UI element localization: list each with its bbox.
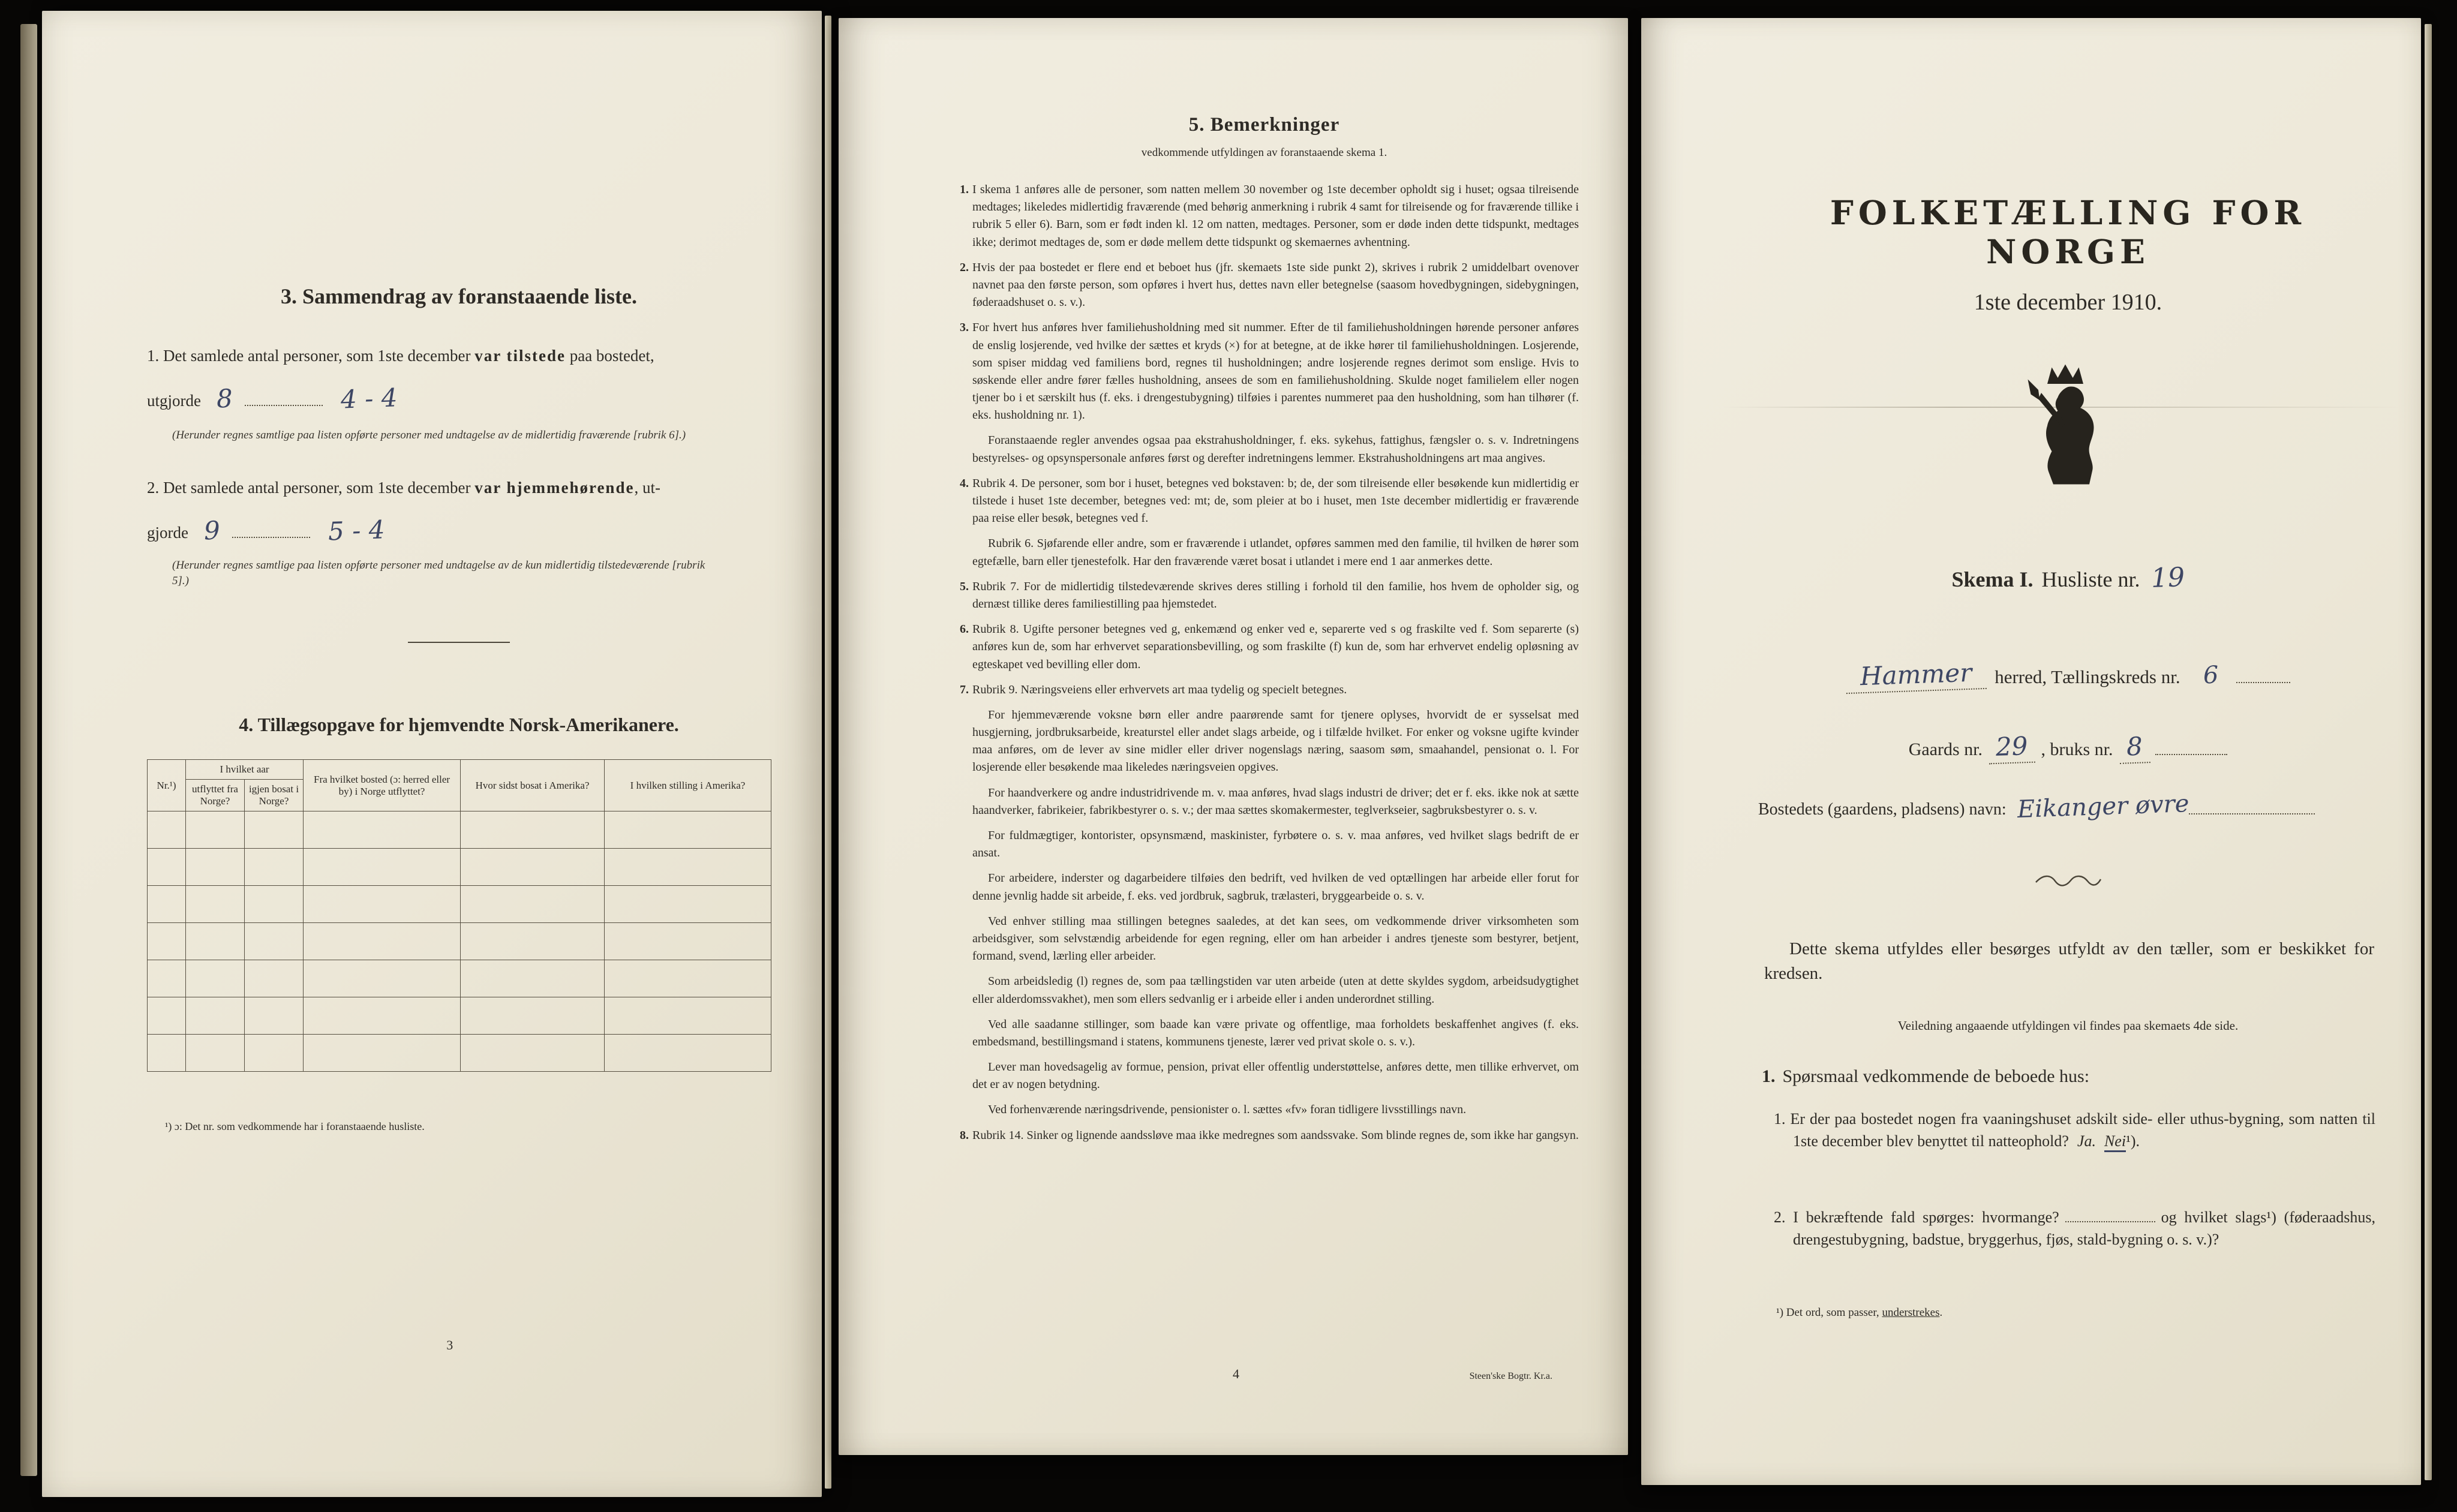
question-2-text-mid: og hvilket slags¹) <box>2161 1209 2276 1226</box>
paragraph-number: 3. <box>960 321 969 335</box>
paragraph-number: 2. <box>960 260 969 274</box>
table-header <box>148 760 771 811</box>
blank-dotted-line <box>232 522 310 538</box>
table-cell <box>605 960 771 997</box>
blank-dotted-line <box>2065 1207 2155 1222</box>
instruction-paragraph <box>960 475 1579 528</box>
decorative-flourish <box>1758 872 2378 892</box>
paragraph-text: Rubrik 7. For de midlertidig tilstedeværende skrives deres stilling i forhold til den familie, hos hvem de opholder sig, og dernæst tillike deres familiestilling paa hjemstedet. <box>972 579 1579 611</box>
summary-item-2-note: (Herunder regnes samtlige paa listen opførte personer med undtagelse av de kun midlertidig tilstedeværende [rubrik 5].) <box>172 559 705 587</box>
table-cell <box>245 886 304 923</box>
schema-label: Skema I. <box>1951 567 2034 591</box>
blank-dotted-line <box>245 390 323 406</box>
farm-line <box>1758 732 2378 763</box>
question-2-text: 2. I bekræftende fald spørges: hvormange? <box>1774 1209 2059 1226</box>
summary-item-2-text: 2. Det samlede antal personer, som 1ste december <box>147 479 475 497</box>
handwritten-split-present: 4 - 4 <box>340 383 398 414</box>
column-header-position: I hvilken stilling i Amerika? <box>605 760 771 811</box>
page-left <box>42 11 822 1497</box>
summary-item-2 <box>147 477 771 498</box>
remarks-subtitle: vedkommende utfyldingen av foranstaaende skema 1. <box>1141 146 1387 159</box>
table-cell <box>148 923 186 960</box>
page-footnote <box>1776 1306 1942 1319</box>
handwritten-holding-number: 8 <box>2119 731 2150 764</box>
questions-section-number: 1. <box>1762 1066 1776 1086</box>
district-line <box>1758 657 2378 692</box>
guidance-note: Veiledning angaaende utfyldingen vil findes paa skemaets 4de side. <box>1897 1018 2239 1033</box>
column-header-year-emigrated: utflyttet fra Norge? <box>186 780 245 811</box>
table-cell <box>461 849 605 886</box>
summary-item-2-answer-line <box>147 515 397 544</box>
instruction-paragraph <box>972 913 1579 966</box>
table-cell <box>304 811 461 849</box>
table-cell <box>461 997 605 1035</box>
norwegian-americans-table <box>147 759 771 1072</box>
table-cell <box>148 849 186 886</box>
paragraph-text: For arbeidere, inderster og dagarbeidere tilføies den bedrift, ved hvilken de ved optællingen har arbeide eller forut for denne jevnlig hadde sit arbeide, f. eks. ved jordbruk, sagbruk, trælasteri, bryggearbeide o. s. v. <box>972 871 1579 903</box>
printer-imprint: Steen'ske Bogtr. Kr.a. <box>1469 1371 1552 1381</box>
handwritten-residence-name: Eikanger øvre <box>2016 790 2189 823</box>
table-cell <box>304 923 461 960</box>
paragraph-text: Rubrik 14. Sinker og lignende aandssløve maa ikke medregnes som aandssvake. Som blinde regnes de, som ikke har gangsyn. <box>972 1128 1579 1142</box>
instruction-paragraph <box>972 707 1579 777</box>
table-cell <box>245 997 304 1035</box>
paragraph-text: Rubrik 9. Næringsveiens eller erhvervets art maa tydelig og specielt betegnes. <box>972 683 1347 696</box>
table-cell <box>304 997 461 1035</box>
page-middle <box>839 18 1628 1455</box>
coat-of-arms <box>2023 354 2113 513</box>
table-cell <box>148 960 186 997</box>
paragraph-text: For hjemmeværende voksne børn eller andre paarørende samt for tjenere oplyses, hvorvidt de er sysselsat med husgjerning, jordbruksarbeide, kreaturstel eller andet slags arbeide, og i tilfælde hvilket. For enker og voksne ugifte kvinder maa anføres, om de lever av sine midler eller driver nogenslags næring, saasom søm, smaahandel, pensionat o. l. For losjerende eller besøkende maa likeledes næringsveien opgives. <box>972 708 1579 774</box>
footnote-text: ¹) Det ord, som passer, <box>1776 1306 1882 1319</box>
question-2-text-end: (føderaadshus, drengestubygning, badstue, bryggerhus, fjøs, stald-bygning o. s. v.)? <box>1793 1209 2375 1248</box>
table-cell <box>186 960 245 997</box>
handwritten-houselist-number: 19 <box>2150 562 2185 594</box>
blank-dotted-line <box>2236 682 2290 683</box>
question-1-text: 1. Er der paa bostedet nogen fra vaaningshuset adskilt side- eller uthus-bygning, som natten til 1ste december blev benyttet til natteophold? <box>1774 1110 2375 1150</box>
table-cell <box>148 811 186 849</box>
schema-line <box>1758 563 2378 593</box>
paragraph-number: 6. <box>960 623 969 636</box>
remarks-title: 5. Bemerkninger <box>1188 114 1340 136</box>
table-row <box>148 923 771 960</box>
answer-ja: Ja. <box>2077 1132 2096 1150</box>
paragraph-text: For hvert hus anføres hver familiehusholdning med sit nummer. Efter de til familiehusholdningen hørende personer anføres de enslig losjerende, ved hvilke der sættes et kryds (×) for at betegne, at de ikke hører til familiehusholdningen. Losjerende, som spiser middag ved familiens bord, regnes til husholdningen; andre losjerende regnes derimot som enslige. Hvis to søskende eller andre fører fælles husholdning, ansees de som en familiehusholdning. Skulde noget familielem eller nogen tjener bo i et særskilt hus (f. eks. i drengestubygning) tilføies i parentes nummeret paa den husholdning, som han tilhører (f. eks. husholdning nr. 1). <box>972 321 1579 422</box>
table-cell <box>605 1035 771 1072</box>
question-1 <box>1774 1108 2375 1153</box>
instruction-paragraph <box>972 784 1579 819</box>
paragraph-text: Ved forhenværende næringsdrivende, pensionister o. l. sættes «fv» foran tidligere livsstillings navn. <box>988 1103 1467 1117</box>
paragraph-number: 8. <box>960 1128 969 1142</box>
instruction-paragraph <box>972 870 1579 904</box>
column-header-year-returned: igjen bosat i Norge? <box>245 780 304 811</box>
column-header-where: Hvor sidst bosat i Amerika? <box>461 760 605 811</box>
handwritten-total-resident: 9 <box>203 515 221 546</box>
table-cell <box>186 849 245 886</box>
summary-item-2-text-end: , ut- <box>634 479 660 497</box>
holding-number-label: , bruks nr. <box>2041 740 2113 759</box>
table-cell <box>461 811 605 849</box>
instruction-paragraph <box>972 432 1579 467</box>
handwritten-farm-number: 29 <box>1988 731 2035 765</box>
paragraph-text: Rubrik 8. Ugifte personer betegnes ved g, enkemænd og enker ved e, separerte ved s og fraskilte ved f. Som separerte (s) anføres kun de, som har erhvervet separationsbevilling, og som fraskilte (f) kun de, som har erhvervet endelig opløsning av egteskapet ved bevilling eller dom. <box>972 623 1579 671</box>
table-cell <box>605 849 771 886</box>
table-cell <box>245 923 304 960</box>
norwegian-americans-section-title: 4. Tillægsopgave for hjemvendte Norsk-Amerikanere. <box>239 714 679 735</box>
table-cell <box>245 811 304 849</box>
table-cell <box>186 811 245 849</box>
summary-item-2-emphasis: var hjemmehørende <box>474 479 635 497</box>
page-edge-left <box>20 24 37 1476</box>
instruction-paragraph <box>972 827 1579 862</box>
table-cell <box>461 886 605 923</box>
table-cell <box>245 1035 304 1072</box>
table-cell <box>186 886 245 923</box>
table-cell <box>605 811 771 849</box>
footnote-underlined-word: understrekes <box>1882 1306 1940 1319</box>
questions-section-title: Spørsmaal vedkommende de beboede hus: <box>1782 1066 2090 1086</box>
table-cell <box>186 923 245 960</box>
table-cell <box>605 886 771 923</box>
instruction-paragraph <box>960 1127 1579 1144</box>
instruction-paragraph <box>960 319 1579 424</box>
table-cell <box>245 849 304 886</box>
table-cell <box>461 1035 605 1072</box>
title-page-content <box>1758 18 2378 1485</box>
table-cell <box>148 997 186 1035</box>
district-label: herred, Tællingskreds nr. <box>1995 666 2180 687</box>
instruction-paragraph <box>960 181 1579 251</box>
footnote-period: . <box>1939 1306 1943 1319</box>
instruction-paragraph <box>960 681 1579 699</box>
paragraph-text: Hvis der paa bostedet er flere end et beboet hus (jfr. skemaets 1ste side punkt 2), skrives i rubrik 2 umiddelbart ovenover navnet paa den første person, som opføres i hvert hus, dettes navn eller betegnelse (saasom hovedbygningen, sidebygningen, føderaadshuset o. s. v.). <box>972 260 1579 309</box>
blank-dotted-line <box>2155 754 2227 755</box>
questions-section-heading <box>1762 1066 2089 1087</box>
farm-number-label: Gaards nr. <box>1908 740 1983 759</box>
table-cell <box>245 960 304 997</box>
table-cell <box>304 849 461 886</box>
filling-instruction: Dette skema utfyldes eller besørges utfyldt av den tæller, som er beskikket for kredsen. <box>1764 939 2374 984</box>
table-row <box>148 849 771 886</box>
table-cell <box>304 960 461 997</box>
paragraph-text: For fuldmægtiger, kontorister, opsynsmænd, maskinister, fyrbøtere o. s. v. maa anføres, ved hvilket slags bedrift de er ansat. <box>972 829 1579 860</box>
summary-item-1-answer-line <box>147 383 409 412</box>
table-cell <box>605 923 771 960</box>
residence-line <box>1758 790 2378 823</box>
residence-name-label: Bostedets (gaardens, pladsens) navn: <box>1758 800 2007 819</box>
left-page-content <box>147 11 771 1497</box>
column-header-year-group: I hvilket aar <box>186 760 304 780</box>
table-footnote: ¹) ɔ: Det nr. som vedkommende har i foranstaaende husliste. <box>165 1120 425 1132</box>
page-number-4: 4 <box>1233 1366 1240 1381</box>
paragraph-number: 5. <box>960 579 969 593</box>
census-date: 1ste december 1910. <box>1974 290 2162 315</box>
instruction-paragraph <box>972 1101 1579 1119</box>
instruction-paragraph <box>972 1059 1579 1093</box>
paragraph-text: Rubrik 4. De personer, som bor i huset, betegnes ved bokstaven: b; de, der som tilreisende eller besøkende kun midlertidig er tilstede i huset 1ste december, betegnes ved: mt; de, som pleier at bo i huset, men 1ste december midlertidig er fraværende paa reise eller besøk, betegnes ved f. <box>972 476 1579 525</box>
table-cell <box>461 960 605 997</box>
instruction-paragraph <box>972 1016 1579 1051</box>
table-body <box>148 811 771 1072</box>
census-title: FOLKETÆLLING FOR NORGE <box>1830 193 2306 271</box>
handwritten-total-present: 8 <box>216 383 233 414</box>
page-right <box>1641 18 2421 1485</box>
column-header-nr: Nr.¹) <box>148 760 186 811</box>
section-divider-rule <box>408 642 510 643</box>
table-cell <box>304 1035 461 1072</box>
paragraph-text: Lever man hovedsagelig av formue, pension, privat eller offentlig understøttelse, anføres dette, men tillike erhvervet, om det er av nogen betydning. <box>972 1060 1579 1092</box>
summary-item-1-text-end: paa bostedet, <box>565 347 654 365</box>
table-row <box>148 811 771 849</box>
table-cell <box>186 1035 245 1072</box>
page-number-3: 3 <box>446 1337 453 1352</box>
handwritten-enumeration-district-number: 6 <box>2202 661 2219 690</box>
table-cell <box>148 886 186 923</box>
table-cell <box>304 886 461 923</box>
paragraph-text: Foranstaaende regler anvendes ogsaa paa ekstrahusholdninger, f. eks. sykehus, fattighus, fængsler o. s. v. Indretningens bestyrelses- og opsynspersonale anføres først og derefter indretningens lemmer. Ekstrahusholdningens art maa angives. <box>972 434 1579 465</box>
paragraph-text: Ved alle saadanne stillinger, som baade kan være private og offentlige, maa forholdets beskaffenhet angives (f. eks. embedsmand, bestillingsmand i statens, kommunens tjeneste, lærer ved privat skole o. s. v.). <box>972 1017 1579 1048</box>
paragraph-number: 1. <box>960 183 969 196</box>
paragraph-text: For haandverkere og andre industridrivende m. v. maa anføres, hvad slags industri de driver; det er f. eks. ikke nok at sætte haandverker, fabrikeier, fabrikbestyrer o. s. v.; der maa sættes skomakermester, teglverkseier, sagbruksbestyrer o. s. v. <box>972 786 1579 817</box>
instruction-paragraph <box>972 973 1579 1008</box>
summary-item-1-emphasis: var tilstede <box>474 347 566 365</box>
table-cell <box>605 997 771 1035</box>
paragraph-text: I skema 1 anføres alle de personer, som natten mellem 30 november og 1ste december opholdt sig i huset; ogsaa tilreisende medtages; likeledes midlertidig fraværende (med behørig anmerkning i rubrik 4 samt for tilreisende og for fraværende tillike i rubrik 5 eller 6). Barn, som er født inden kl. 12 om natten, medtages. Personer, som er døde inden dette tidspunkt, medtages ikke; derimot medtages de, som er døde mellem dette tidspunkt og skemaernes avhentning. <box>972 183 1579 249</box>
blank-dotted-line <box>2189 798 2315 814</box>
paragraph-text: Som arbeidsledig (l) regnes de, som paa tællingstiden var uten arbeide (uten at dette skyldes sygdom, arbeidsudygtighet eller alderdomssvakhet), men som ellers sedvanlig er i arbeide eller i anden underordnet stilling. <box>972 975 1579 1006</box>
handwritten-split-resident: 5 - 4 <box>327 515 385 546</box>
instruction-paragraph <box>960 621 1579 674</box>
instruction-paragraph <box>960 259 1579 312</box>
summary-item-1 <box>147 345 771 366</box>
table-cell <box>186 997 245 1035</box>
remarks-page-content <box>950 18 1579 1455</box>
flourish-icon <box>2032 872 2104 889</box>
table-row <box>148 1035 771 1072</box>
handwritten-district-name: Hammer <box>1845 657 1987 694</box>
summary-item-1-text: 1. Det samlede antal personer, som 1ste december <box>147 347 475 365</box>
paragraph-number: 7. <box>960 683 969 696</box>
table-row <box>148 886 771 923</box>
column-header-from: Fra hvilket bosted (ɔ: herred eller by) i Norge utflyttet? <box>304 760 461 811</box>
paragraph-text: Rubrik 6. Sjøfarende eller andre, som er fraværende i utlandet, opføres sammen med den familie, til hvilken de hører som egtefælle, barn eller tjenestefolk. Har den fraværende været bosat i utlandet i mere end 1 aar anmerkes dette. <box>972 537 1579 568</box>
instruction-paragraph <box>972 535 1579 570</box>
table-row <box>148 997 771 1035</box>
table-row <box>148 960 771 997</box>
remarks-paragraphs <box>960 181 1579 1152</box>
summary-section-title: 3. Sammendrag av foranstaaende liste. <box>281 284 637 308</box>
answer-nei-underlined: Nei <box>2104 1132 2126 1152</box>
paragraph-number: 4. <box>960 476 969 490</box>
lion-emblem-icon <box>2023 354 2113 510</box>
table-cell <box>461 923 605 960</box>
question-2 <box>1774 1207 2375 1251</box>
summary-item-2-lead: gjorde <box>147 524 188 542</box>
summary-item-1-note: (Herunder regnes samtlige paa listen opførte personer med undtagelse av de midlertidig fraværende [rubrik 6].) <box>172 429 686 441</box>
question-1-footnote-mark: ¹). <box>2126 1132 2140 1150</box>
paragraph-text: Ved enhver stilling maa stillingen betegnes saaledes, at det kan sees, om vedkommende driver virksomheten som arbeidsgiver, som selvstændig arbeidende for egen regning, eller om han arbeider i andres tjeneste som bestyrer, betjent, formand, svend, lærling eller arbeider. <box>972 914 1579 963</box>
instruction-paragraph <box>960 578 1579 613</box>
table-cell <box>148 1035 186 1072</box>
houselist-label: Husliste nr. <box>2041 567 2140 591</box>
summary-item-1-lead: utgjorde <box>147 392 201 410</box>
